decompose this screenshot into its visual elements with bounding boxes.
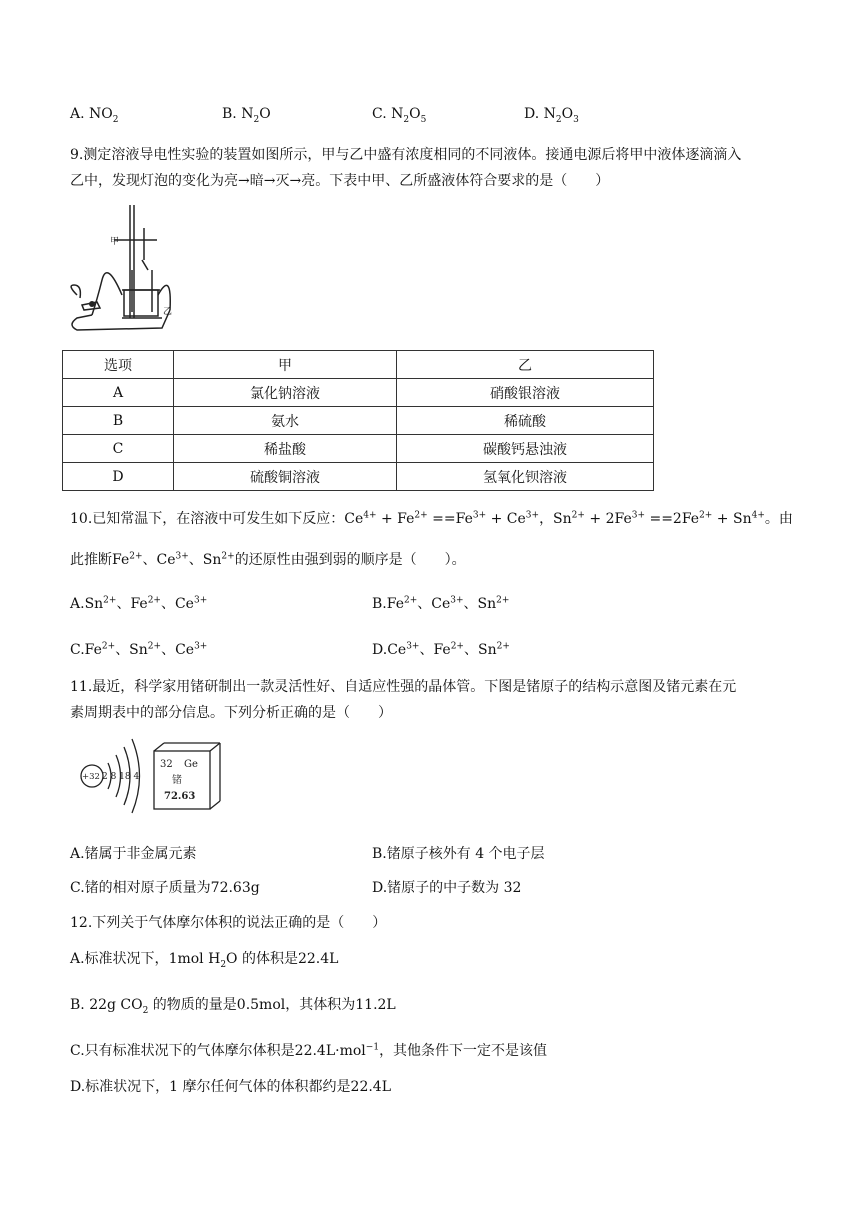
q11-stem-line1: 11.最近，科学家用锗研制出一款灵活性好、自适应性强的晶体管。下图是锗原子的结构示意图及锗元素在元 [70,679,737,695]
q9-stem-line1: 9.测定溶液导电性实验的装置如图所示，甲与乙中盛有浓度相同的不同液体。接通电源后将甲中液体逐滴滴入 [70,147,742,163]
table-header-cell: 选项 [63,351,174,379]
q8-option-c: C. $N_2O_5$ [372,106,427,125]
table-header-cell: 乙 [397,351,654,379]
fig-label-jia: 甲 [110,237,120,247]
q11-option-d: D.锗原子的中子数为 32 [372,880,522,896]
q9-table [62,350,654,491]
table-cell: A [63,379,174,407]
q10-option-c: $C.Fe^{2+}$、$Sn^{2+}$、$Ce^{3+}$ [70,641,208,658]
table-row [63,463,654,491]
table-cell: 碳酸钙悬浊液 [397,435,654,463]
q12-option-d: D.标准状况下，1 摩尔任何气体的体积都约是22.4L [70,1079,392,1095]
q12-option-b: B. 22g $CO_2$ 的物质的量是0.5mol，其体积为11.2L [70,997,396,1016]
fig-label-yi: 乙 [163,307,173,317]
q8-option-a: A. $NO_2$ [70,106,119,125]
q11-option-b: B.锗原子核外有 4 个电子层 [372,846,545,862]
table-cell: 氨水 [174,407,397,435]
table-cell: B [63,407,174,435]
q11-stem-line2: 素周期表中的部分信息。下列分析正确的是（ ） [70,705,392,721]
q10-option-b: $B.Fe^{2+}$、$Ce^{3+}$、$Sn^{2+}$ [372,595,510,612]
table-row [63,407,654,435]
q10-option-a: $A.Sn^{2+}$、$Fe^{2+}$、$Ce^{3+}$ [70,595,208,612]
table-cell: C [63,435,174,463]
table-row [63,379,654,407]
q12-option-a: A.标准状况下，1mol $H_2O$ 的体积是22.4L [70,951,339,970]
germanium-atom-diagram [78,735,150,817]
conductivity-apparatus-figure [62,200,182,335]
element-symbol: Ge [184,759,198,770]
element-name: 锗 [172,775,182,786]
q11-option-a: A.锗属于非金属元素 [70,846,197,862]
q12-stem: 12.下列关于气体摩尔体积的说法正确的是（ ） [70,915,387,931]
atom-nucleus-label: +32 [82,772,100,782]
table-row [63,435,654,463]
table-cell: 硫酸铜溶液 [174,463,397,491]
q12-option-c: C.只有标准状况下的气体摩尔体积是22.4L·mol$^{-1}$，其他条件下一定不是该值 [70,1042,548,1059]
element-number: 32 [160,759,173,770]
q9-stem-line2: 乙中，发现灯泡的变化为亮→暗→灭→亮。下表中甲、乙所盛液体符合要求的是（ ） [70,173,610,189]
q10-stem-line2: 此推断$Fe^{2+}$、$Ce^{3+}$、$Sn^{2+}$的还原性由强到弱的顺序是（ ）。 [70,551,466,568]
atom-shells-label: 2 8 18 4 [102,772,140,782]
table-header-row [63,351,654,379]
germanium-element-card [152,741,224,813]
table-cell: 硝酸银溶液 [397,379,654,407]
table-cell: 稀盐酸 [174,435,397,463]
table-cell: 氢氧化钡溶液 [397,463,654,491]
table-cell: 氯化钠溶液 [174,379,397,407]
table-cell: 稀硫酸 [397,407,654,435]
q8-option-d: D. $N_2O_3$ [524,106,579,125]
table-header-cell: 甲 [174,351,397,379]
q10-option-d: $D.Ce^{3+}$、$Fe^{2+}$、$Sn^{2+}$ [372,641,510,658]
q10-stem-line1: 10.已知常温下，在溶液中可发生如下反应：$Ce^{4+} + Fe^{2+} ==Fe^{3+} + Ce^{3+}$，$Sn^{2+} + 2Fe^{3+} ==2Fe^{2+} + Sn^{4+}$。由 [70,510,793,527]
table-cell: D [63,463,174,491]
element-mass: 72.63 [164,791,196,802]
q8-option-b: B. $N_2O$ [222,106,271,125]
q11-option-c: C.锗的相对原子质量为72.63g [70,880,260,896]
